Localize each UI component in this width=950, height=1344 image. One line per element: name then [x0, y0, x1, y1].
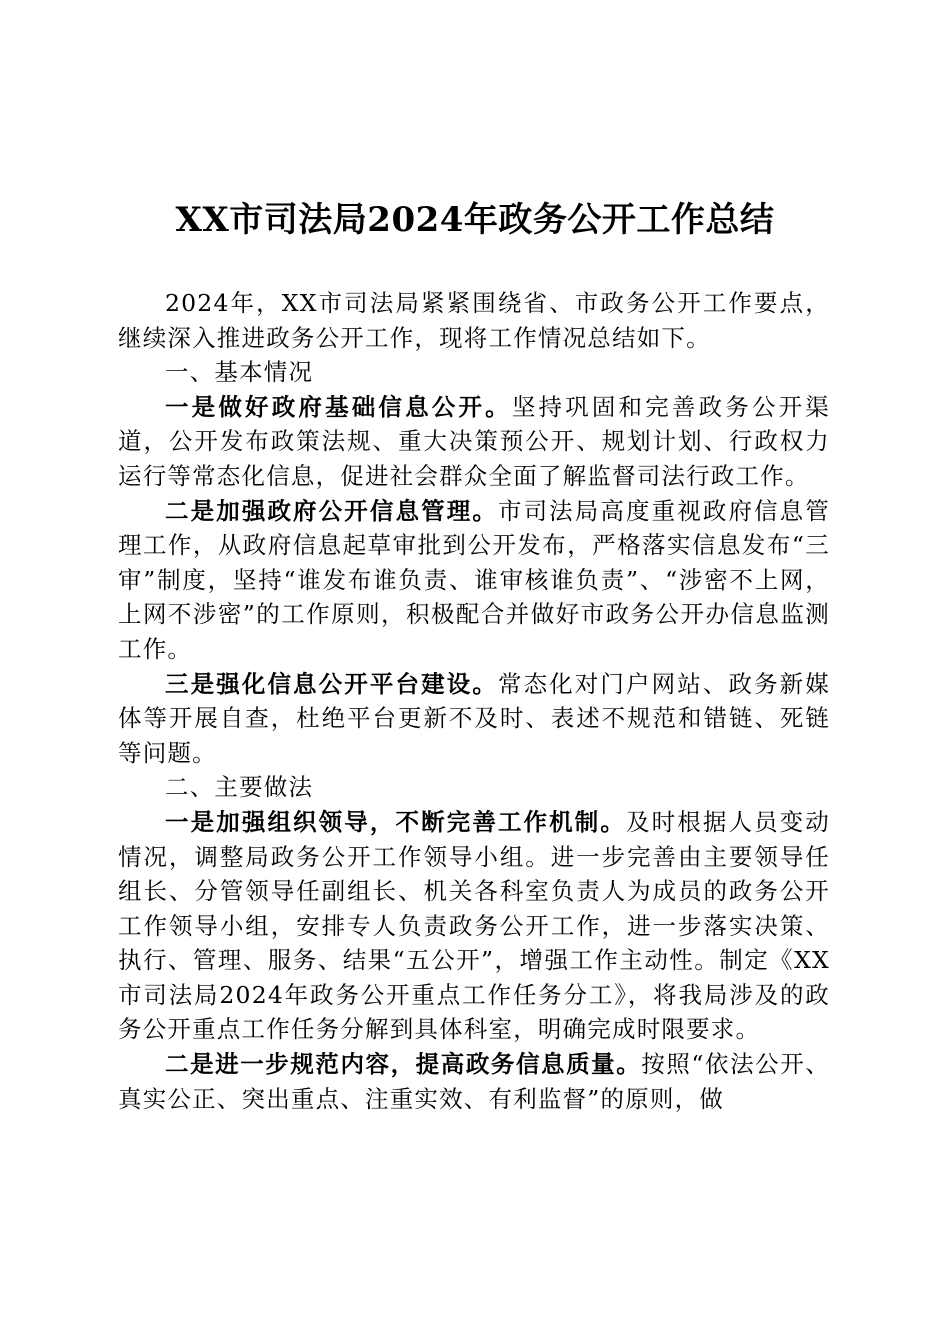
paragraph-practice-2	[118, 1047, 830, 1116]
paragraph-lead: 三是强化信息公开平台建设。	[165, 669, 498, 698]
paragraph-text: 坚持巩固和完善政务公开渠道，公开发布政策法规、重大决策预公开、规划计划、行政权力运行等常态化信息，促进社会群众全面了解监督司法行政工作。	[118, 392, 830, 490]
section-heading-basic-situation: 一、基本情况	[165, 358, 314, 387]
paragraph-practice-1	[118, 805, 830, 1047]
intro-paragraph: 2024年，XX市司法局紧紧围绕省、市政务公开工作要点，继续深入推进政务公开工作，现将工作情况总结如下。	[118, 289, 830, 352]
paragraph-basic-3	[118, 667, 830, 771]
paragraph-lead: 一是做好政府基础信息公开。	[165, 392, 512, 421]
paragraph-basic-1	[118, 390, 830, 494]
paragraph-text: 及时根据人员变动情况，调整局政务公开工作领导小组。进一步完善由主要领导任组长、分管领导任副组长、机关各科室负责人为成员的政务公开工作领导小组，安排专人负责政务公开工作，进一步落实决策、执行、管理、服务、结果“五公开”，增强工作主动性。制定《XX市司法局2024年政务公开重点工作任务分工》，将我局涉及的政务公开重点工作任务分解到具体科室，明确完成时限要求。	[118, 807, 830, 1044]
document-body	[118, 286, 830, 1116]
paragraph-text: 常态化对门户网站、政务新媒体等开展自查，杜绝平台更新不及时、表述不规范和错链、死链等问题。	[118, 669, 830, 767]
paragraph-text: 市司法局高度重视政府信息管理工作，从政府信息起草审批到公开发布，严格落实信息发布“三审”制度，坚持“谁发布谁负责、谁审核谁负责”、“涉密不上网，上网不涉密”的工作原则，积极配合并做好市政务公开办信息监测工作。	[118, 496, 830, 663]
paragraph-lead: 二是进一步规范内容，提高政务信息质量。	[165, 1050, 642, 1079]
paragraph-text: 按照“依法公开、真实公正、突出重点、注重实效、有利监督”的原则，做	[118, 1050, 830, 1113]
section-heading-main-practices: 二、主要做法	[165, 773, 314, 802]
document-title: XX市司法局2024年政务公开工作总结	[175, 200, 775, 240]
paragraph-lead: 二是加强政府公开信息管理。	[165, 496, 498, 525]
paragraph-basic-2	[118, 494, 830, 667]
paragraph-lead: 一是加强组织领导，不断完善工作机制。	[165, 807, 627, 836]
